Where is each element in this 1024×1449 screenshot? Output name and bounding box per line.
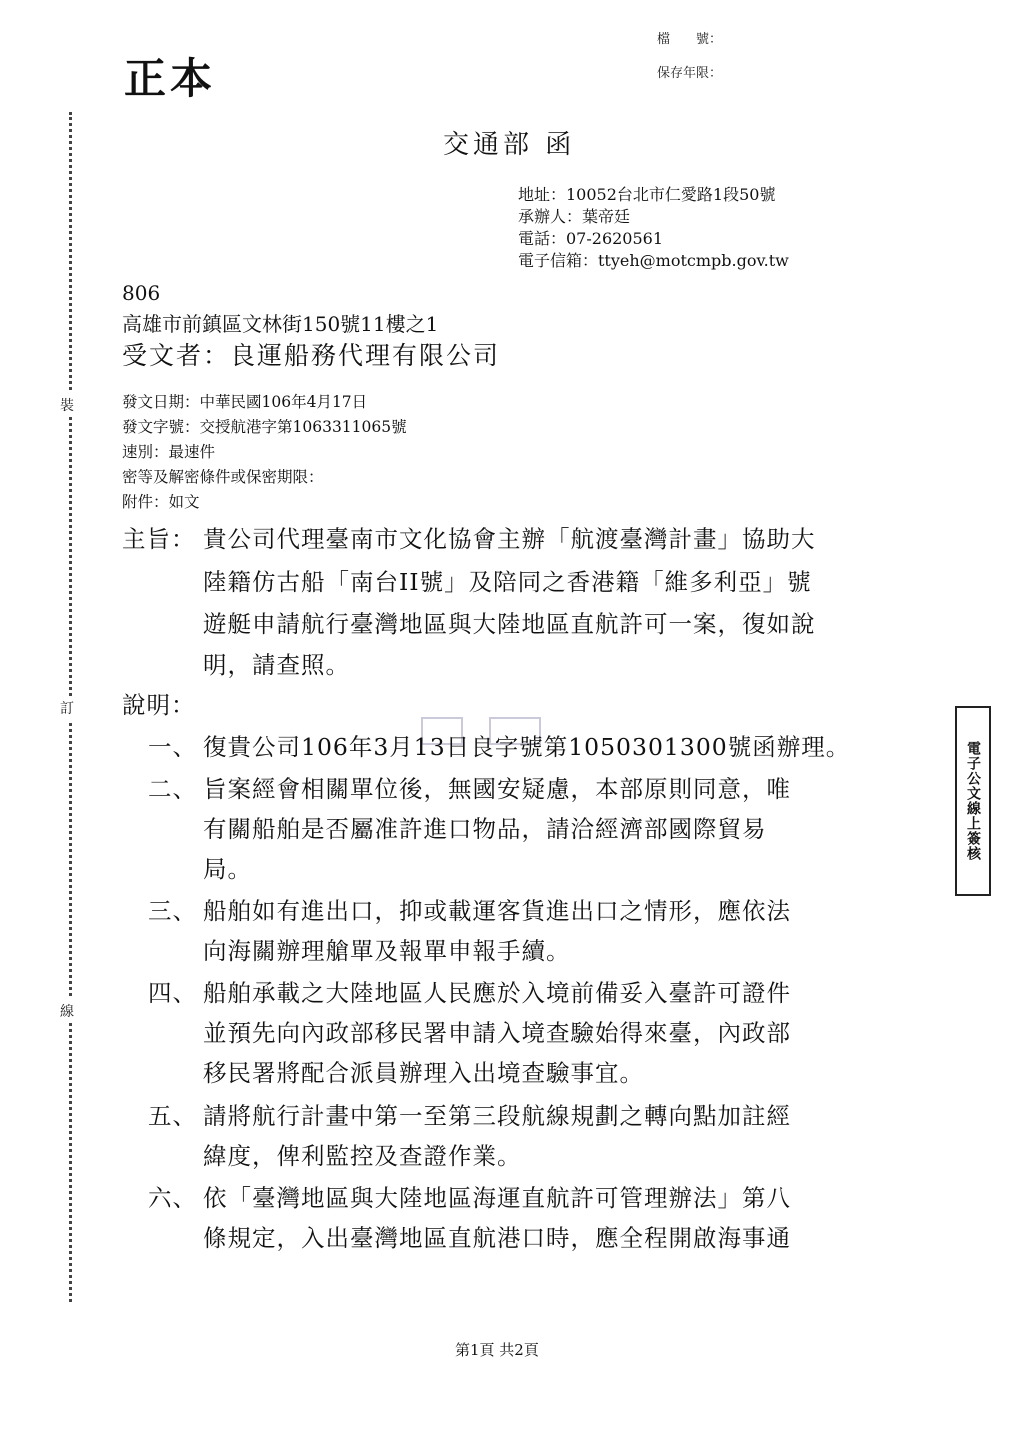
explanation-item-number: 一、 xyxy=(148,733,197,761)
side-stamp-text: 電子公文線上簽核 xyxy=(965,741,981,861)
explanation-item-number: 二、 xyxy=(148,775,197,803)
contact-phone: 電話：07-2620561 xyxy=(518,229,664,248)
explanation-item-line: 局。 xyxy=(203,855,252,883)
explanation-item-line: 復貴公司106年3月13日良字號第1050301300號函辦理。 xyxy=(203,733,851,761)
explanation-item-line: 並預先向內政部移民署申請入境查驗始得來臺，內政部 xyxy=(203,1019,791,1047)
side-approval-stamp xyxy=(955,706,991,896)
binding-mark-xian: 線 xyxy=(60,999,74,1023)
subject-label: 主旨： xyxy=(122,525,196,553)
document-title: 交通部 函 xyxy=(443,130,576,160)
explanation-item-number: 六、 xyxy=(148,1184,197,1212)
explanation-label: 說明： xyxy=(122,691,196,719)
subject-line: 陸籍仿古船「南台II號」及陪同之香港籍「維多利亞」號 xyxy=(203,568,812,596)
secrecy-level: 密等及解密條件或保密期限： xyxy=(122,468,324,486)
recipient-name: 受文者：良運船務代理有限公司 xyxy=(122,341,501,370)
subject-line: 遊艇申請航行臺灣地區與大陸地區直航許可一案，復如說 xyxy=(203,610,816,638)
delivery-speed: 速別：最速件 xyxy=(122,443,216,461)
retention-period-label: 保存年限： xyxy=(657,66,723,81)
recipient-address: 高雄市前鎮區文林街150號11樓之1 xyxy=(122,312,439,336)
copy-type-label: 正本 xyxy=(124,54,217,103)
explanation-item-line: 依「臺灣地區與大陸地區海運直航許可管理辦法」第八 xyxy=(203,1184,791,1212)
explanation-item-number: 四、 xyxy=(148,979,197,1007)
attachment: 附件：如文 xyxy=(122,493,200,511)
subject-line: 明，請查照。 xyxy=(203,651,350,679)
explanation-item-line: 條規定，入出臺灣地區直航港口時，應全程開啟海事通 xyxy=(203,1224,791,1252)
explanation-item-line: 旨案經會相關單位後，無國安疑慮，本部原則同意，唯 xyxy=(203,775,791,803)
recipient-postal-code: 806 xyxy=(122,281,161,305)
explanation-item-line: 請將航行計畫中第一至第三段航線規劃之轉向點加註經 xyxy=(203,1102,791,1130)
issue-date: 發文日期：中華民國106年4月17日 xyxy=(122,393,368,411)
explanation-item-line: 移民署將配合派員辦理入出境查驗事宜。 xyxy=(203,1059,644,1087)
explanation-item-line: 有關船舶是否屬准許進口物品，請洽經濟部國際貿易 xyxy=(203,815,767,843)
contact-handler: 承辦人：葉帝廷 xyxy=(518,207,631,226)
binding-mark-ding: 訂 xyxy=(60,696,74,720)
explanation-item-number: 五、 xyxy=(148,1102,197,1130)
explanation-item-line: 船舶如有進出口，抑或載運客貨進出口之情形，應依法 xyxy=(203,897,791,925)
explanation-item-line: 向海關辦理艙單及報單申報手續。 xyxy=(203,937,571,965)
subject-line: 貴公司代理臺南市文化協會主辦「航渡臺灣計畫」協助大 xyxy=(203,525,816,553)
binding-mark-zhuang: 裝 xyxy=(60,393,74,417)
file-number-label: 檔 號： xyxy=(657,32,723,47)
contact-email: 電子信箱：ttyeh@motcmpb.gov.tw xyxy=(518,251,789,270)
explanation-item-line: 緯度，俾利監控及查證作業。 xyxy=(203,1142,522,1170)
contact-address: 地址：10052台北市仁愛路1段50號 xyxy=(518,185,776,204)
page-number: 第1頁 共2頁 xyxy=(455,1341,539,1359)
explanation-item-number: 三、 xyxy=(148,897,197,925)
document-number: 發文字號：交授航港字第1063311065號 xyxy=(122,418,407,436)
explanation-item-line: 船舶承載之大陸地區人民應於入境前備妥入臺許可證件 xyxy=(203,979,791,1007)
